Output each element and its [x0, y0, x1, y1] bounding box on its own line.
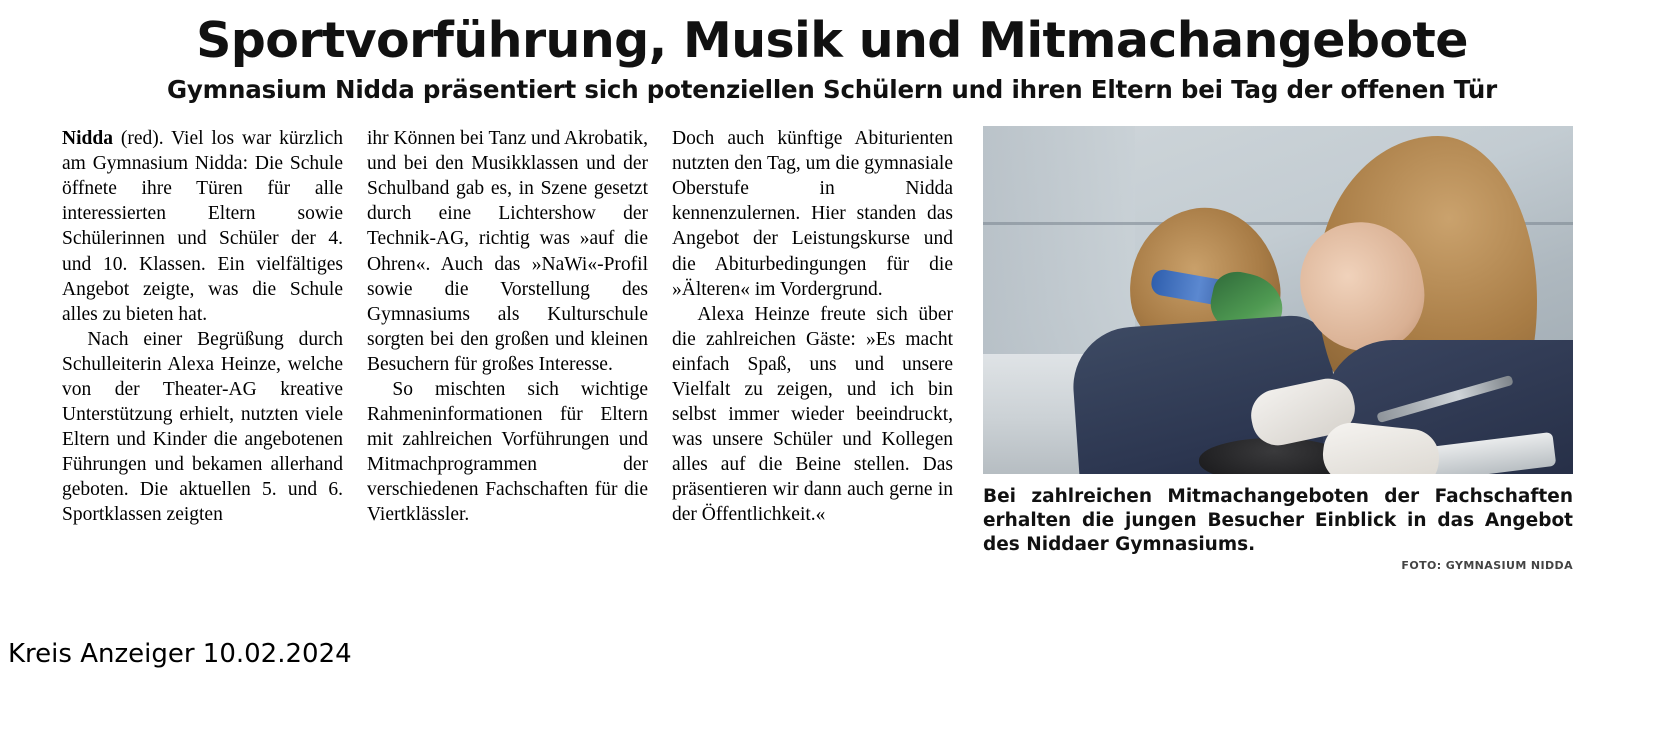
page-title: Sportvorführung, Musik und Mitmachangebote — [196, 12, 1468, 69]
article-column-1 — [62, 126, 343, 527]
article-subheadline: Gymnasium Nidda präsentiert sich potenziellen Schülern und ihren Eltern bei Tag der offenen Tür — [166, 74, 1498, 104]
paragraph: So mischten sich wichtige Rahmeninformationen für Eltern mit zahlreichen Vorführungen und Mitmachprogrammen der verschiedenen Fachschaften für die Viertklässler. — [367, 378, 648, 525]
figure-credit: FOTO: GYMNASIUM NIDDA — [1401, 559, 1573, 573]
paragraph: Doch auch künftige Abiturienten nutzten den Tag, um die gymnasiale Oberstufe in Nidda kennenzulernen. Hier standen das Angebot der Leistungskurse und die Abiturbedingungen für die »Älteren« im Vordergrund. — [672, 128, 953, 300]
article-lead-in: Nidda — [62, 128, 113, 150]
article-column-3 — [672, 126, 953, 527]
article-photo — [983, 126, 1573, 474]
paragraph-text: (red). Viel los war kürzlich am Gymnasium Nidda: Die Schule öffnete ihre Türen für alle interessierten Eltern sowie Schülerinnen und Schüler der 4. und 10. Klassen. Ein vielfältiges Angebot zeigte, was die Schule alles zu bieten hat. — [62, 128, 344, 325]
article — [62, 14, 1602, 572]
paragraph: Alexa Heinze freute sich über die zahlreichen Gäste: »Es macht einfach Spaß, uns und unsere Vielfalt zu zeigen, und ich bin selbst immer wieder beeindruckt, was unsere Schüler und Kollegen alles auf die Beine stellen. Das präsentieren wir dann auch gerne in der Öffentlichkeit.« — [672, 303, 953, 525]
source-line: Kreis Anzeiger 10.02.2024 — [8, 639, 352, 669]
paragraph: ihr Können bei Tanz und Akrobatik, und bei den Musikklassen und der Schulband gab es, in Szene gesetzt durch eine Lichtershow der Technik-AG, richtig was »auf die Ohren«. Auch das »NaWi«-Profil sowie die Vorstellung des Gymnasiums als Kulturschule sorgten bei den großen und kleinen Besuchern für großes Interesse. — [367, 128, 648, 375]
article-figure — [983, 126, 1573, 572]
paragraph — [62, 126, 343, 326]
article-body — [62, 126, 1602, 572]
article-column-2 — [367, 126, 648, 527]
figure-caption: Bei zahlreichen Mitmachangeboten der Fachschaften erhalten die jungen Besucher Einblick in das Angebot des Niddaer Gymnasiums. — [983, 486, 1573, 556]
paragraph: Nach einer Begrüßung durch Schulleiterin Alexa Heinze, welche von der Theater-AG kreative Unterstützung erhielt, nutzten viele Eltern und Kinder die angebotenen Führungen und bekamen allerhand geboten. Die aktuellen 5. und 6. Sportklassen zeigten — [62, 328, 343, 525]
